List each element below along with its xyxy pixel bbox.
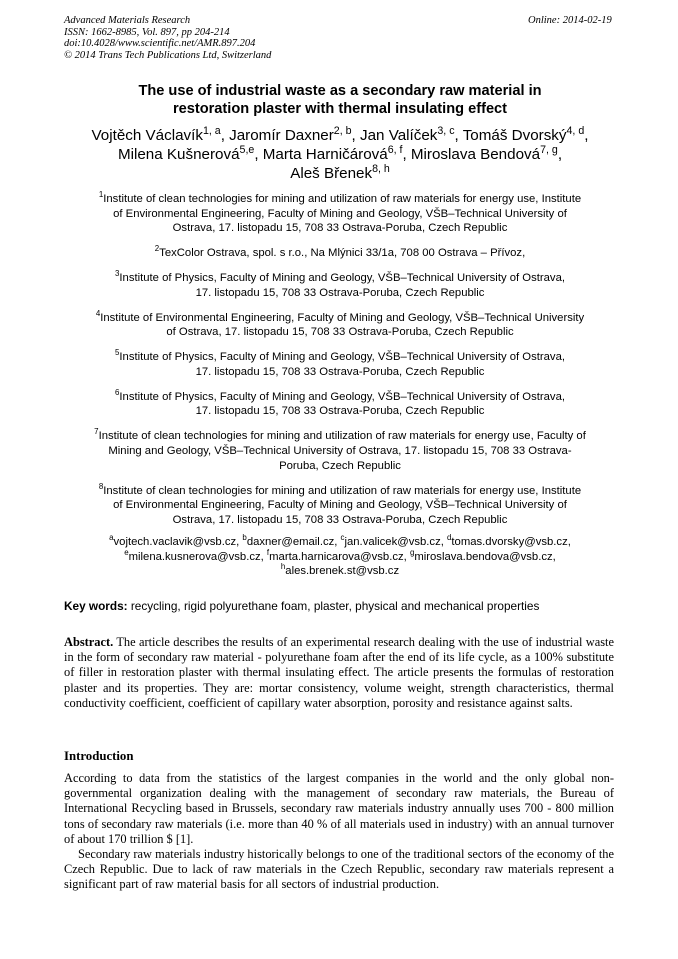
author-separator: , <box>584 127 589 144</box>
affiliation-line: of Environmental Engineering, Faculty of Mining and Geology, VŠB–Technical University of <box>113 499 567 512</box>
title-line-2: restoration plaster with thermal insulating effect <box>172 101 508 117</box>
email-list <box>60 535 620 579</box>
author <box>410 143 563 163</box>
author-affiliation-mark: 6, f <box>387 143 403 156</box>
author <box>359 124 463 144</box>
affiliation-line: Mining and Geology, VŠB–Technical University of Ostrava, 17. listopadu 15, 708 33 Ostrava- <box>108 445 572 458</box>
affiliation-line: Institute of Physics, Faculty of Mining and Geology, VŠB–Technical University of Ostrava, <box>119 351 565 364</box>
doi-line: doi:10.4028/www.scientific.net/AMR.897.204 <box>64 38 256 50</box>
email-mark: e <box>124 547 129 557</box>
email-mark: d <box>447 533 452 543</box>
affiliation-line: Institute of Physics, Faculty of Mining and Geology, VŠB–Technical University of Ostrava, <box>119 272 565 285</box>
email-mark: h <box>280 562 286 572</box>
author-name: Tomáš Dvorský <box>462 127 567 144</box>
affiliation-line: Institute of Environmental Engineering, Faculty of Mining and Geology, VŠB–Technical University <box>100 311 585 324</box>
affiliation-line: 17. listopadu 15, 708 33 Ostrava-Poruba, Czech Republic <box>195 365 485 378</box>
affiliation <box>60 308 620 340</box>
affiliation-number: 2 <box>154 244 160 254</box>
affiliation-number: 4 <box>95 308 101 318</box>
affiliation-line: Institute of clean technologies for mining and utilization of raw materials for energy use, Institute <box>103 484 582 497</box>
paper-title <box>80 82 600 118</box>
abstract-text: The article describes the results of an experimental research dealing with the use of industrial waste in the form of secondary raw material - polyurethane foam after the end of its life cycle, as a 100% substitute of filler in restoration plaster with thermal insulating effect. The article presents the formulas of restoration plaster and its properties. They are: mortar consistency, volume weight, strength characteristics, thermal conductivity coefficient, coefficient of capillary water absorption, porosity and resistance against salts. <box>64 635 614 710</box>
email-address[interactable]: jan.valicek@vsb.cz, <box>344 536 447 548</box>
affiliation <box>60 390 620 419</box>
affiliation-line: TexColor Ostrava, spol. s r.o., Na Mlýnici 33/1a, 708 00 Ostrava – Přívoz, <box>159 247 526 260</box>
author-name: Vojtěch Václavík <box>91 127 203 144</box>
affiliation-number: 7 <box>94 427 99 437</box>
affiliation-number: 6 <box>115 388 120 398</box>
author-affiliation-mark: 5,e <box>239 143 255 156</box>
affiliation <box>60 246 620 261</box>
affiliation-line: Ostrava, 17. listopadu 15, 708 33 Ostrava-Poruba, Czech Republic <box>172 513 508 526</box>
affiliation <box>60 192 620 236</box>
intro-paragraph-1: According to data from the statistics of the largest companies in the world and the only global non-governmental organization dealing with the management of secondary raw materials, the Bureau of International Recycling based in Brussels, secondary raw materials industry annually uses 700 - 800 million tons of secondary raw materials (i.e. more than 40 % of all materials used in industry) with an annual turnover of about 170 trillion $ [1]. <box>64 771 614 846</box>
author-name: Aleš Břenek <box>290 165 373 182</box>
author-separator: , <box>220 127 230 144</box>
email-mark: g <box>409 547 415 557</box>
affiliation-line: Institute of clean technologies for mining and utilization of raw materials for energy use, Institute <box>103 193 582 205</box>
email-mark: b <box>242 533 247 543</box>
affiliation-line: of Ostrava, 17. listopadu 15, 708 33 Ostrava-Poruba, Czech Republic <box>166 326 514 339</box>
affiliation-number: 3 <box>115 269 120 279</box>
email-address[interactable]: miroslava.bendova@vsb.cz, <box>414 550 556 563</box>
author-separator: , <box>454 127 463 144</box>
email-address[interactable]: daxner@email.cz, <box>246 536 341 548</box>
affiliation-line: Ostrava, 17. listopadu 15, 708 33 Ostrava-Poruba, Czech Republic <box>172 222 508 235</box>
author-name: Miroslava Bendová <box>410 146 541 163</box>
affiliation-line: 17. listopadu 15, 708 33 Ostrava-Poruba, Czech Republic <box>195 286 485 299</box>
author-separator: , <box>254 146 263 163</box>
email-address[interactable]: milena.kusnerova@vsb.cz, <box>128 550 267 563</box>
title-line-1: The use of industrial waste as a secondary raw material in <box>138 83 542 99</box>
issn-line: ISSN: 1662-8985, Vol. 897, pp 204-214 <box>64 26 230 38</box>
author-affiliation-mark: 1, a <box>202 124 221 137</box>
email-mark: a <box>109 533 114 543</box>
author <box>262 143 411 163</box>
affiliation-number: 8 <box>98 481 104 491</box>
author <box>91 124 230 144</box>
affiliation-line: of Environmental Engineering, Faculty of Mining and Geology, VŠB–Technical University of <box>113 207 567 220</box>
author-name: Jaromír Daxner <box>229 127 334 144</box>
author-separator: , <box>402 146 411 163</box>
email-mark: f <box>266 547 270 557</box>
journal-name: Advanced Materials Research <box>64 15 191 26</box>
journal-header <box>64 15 271 61</box>
email-address[interactable]: vojtech.vaclavik@vsb.cz, <box>113 536 243 548</box>
affiliation <box>60 429 620 473</box>
affiliation-line: Institute of Physics, Faculty of Mining and Geology, VŠB–Technical University of Ostrava, <box>119 390 565 403</box>
author-affiliation-mark: 8, h <box>372 162 390 175</box>
author-affiliation-mark: 2, b <box>333 124 352 137</box>
abstract <box>64 635 614 711</box>
email-address[interactable]: marta.harnicarova@vsb.cz, <box>269 550 410 563</box>
affiliation-list <box>60 192 620 538</box>
affiliation <box>60 271 620 300</box>
author-name: Marta Harničárová <box>262 146 388 163</box>
introduction-body <box>64 771 614 893</box>
affiliation-line: Poruba, Czech Republic <box>279 459 401 472</box>
keywords <box>64 599 614 613</box>
author-name: Milena Kušnerová <box>117 146 240 163</box>
abstract-label: Abstract. <box>64 635 114 649</box>
copyright-line: © 2014 Trans Tech Publications Ltd, Switzerland <box>64 49 272 61</box>
intro-paragraph-2: Secondary raw materials industry historically belongs to one of the traditional sectors of the economy of the Czech Republic. Due to lack of raw materials in the Czech Republic, secondary raw materials represent a significant part of raw material basis for all sectors of industrial production. <box>64 847 614 892</box>
keywords-text: recycling, rigid polyurethane foam, plaster, physical and mechanical properties <box>127 599 540 613</box>
affiliation-line: Institute of clean technologies for mining and utilization of raw materials for energy use, Faculty of <box>98 430 586 443</box>
email-address[interactable]: ales.brenek.st@vsb.cz <box>285 565 400 578</box>
section-heading-introduction: Introduction <box>64 749 134 763</box>
affiliation <box>60 350 620 379</box>
author <box>462 124 589 144</box>
author <box>117 143 263 163</box>
author <box>290 162 390 182</box>
affiliation-number: 1 <box>98 190 104 200</box>
affiliation <box>60 481 620 528</box>
author-affiliation-mark: 7, g <box>540 143 558 156</box>
author <box>229 124 360 144</box>
author-affiliation-mark: 3, c <box>437 124 455 137</box>
keywords-label: Key words: <box>64 599 128 613</box>
author-list <box>60 126 620 183</box>
affiliation-line: 17. listopadu 15, 708 33 Ostrava-Poruba, Czech Republic <box>195 405 485 418</box>
author-affiliation-mark: 4, d <box>566 124 585 137</box>
email-address[interactable]: tomas.dvorsky@vsb.cz, <box>451 536 571 548</box>
author-separator: , <box>351 127 360 144</box>
author-separator: , <box>557 146 563 163</box>
affiliation-number: 5 <box>115 348 120 358</box>
email-mark: c <box>340 533 345 543</box>
online-date: Online: 2014-02-19 <box>528 15 612 26</box>
author-name: Jan Valíček <box>359 127 438 144</box>
